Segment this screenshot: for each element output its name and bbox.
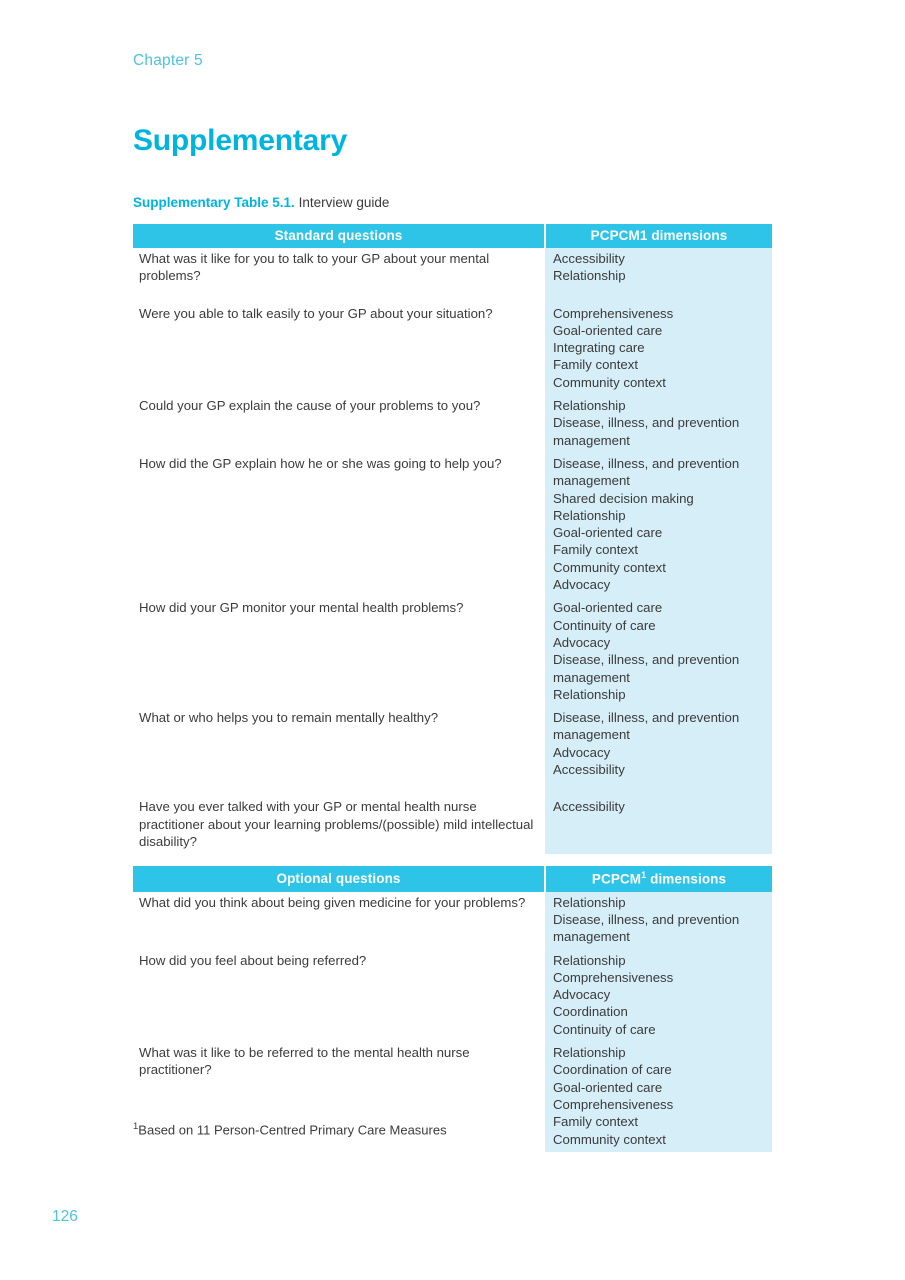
dimension-item: Coordination of care: [553, 1062, 672, 1078]
table-row: [133, 597, 772, 707]
dimensions-cell: [545, 950, 772, 1042]
dimension-item: Shared decision making: [553, 490, 694, 506]
interview-guide-table-wrapper: [133, 224, 772, 1152]
dimension-item: Goal-oriented care: [553, 1079, 663, 1095]
dimension-item: Disease, illness, and prevention management: [553, 415, 740, 448]
dimension-item: Comprehensiveness: [553, 969, 674, 985]
dimensions-cell: [545, 248, 772, 289]
dimensions-cell: [545, 597, 772, 707]
question-cell: What did you think about being given medicine for your problems?: [133, 892, 545, 950]
table-header-row: [133, 224, 772, 248]
table-row: [133, 892, 772, 950]
table-caption-label: Supplementary Table 5.1.: [133, 195, 295, 210]
dimensions-cell: [545, 395, 772, 453]
dimension-item: Family context: [553, 357, 639, 373]
dimensions-cell: [545, 796, 772, 854]
dimension-item: Relationship: [553, 507, 626, 523]
dimension-item: Community context: [553, 374, 666, 390]
dimension-item: Advocacy: [553, 987, 611, 1003]
row-gap-left: [133, 782, 545, 796]
dimension-item: Goal-oriented care: [553, 322, 663, 338]
question-cell: How did your GP monitor your mental health problems?: [133, 597, 545, 707]
dimension-item: Relationship: [553, 1045, 626, 1061]
question-cell: How did the GP explain how he or she was going to help you?: [133, 453, 545, 597]
dimensions-cell: [545, 303, 772, 395]
dimension-item: Relationship: [553, 686, 626, 702]
interview-guide-table: [133, 224, 772, 1152]
question-cell: What was it like to be referred to the mental health nurse practitioner?: [133, 1042, 545, 1152]
pcpcm-label-rest: dimensions: [646, 871, 727, 887]
dimension-item: Continuity of care: [553, 1021, 656, 1037]
pcpcm-footnote-marker: 1: [641, 870, 647, 881]
dimension-item: Disease, illness, and prevention management: [553, 912, 740, 945]
question-cell: What was it like for you to talk to your GP about your mental problems?: [133, 248, 545, 289]
page-number: 126: [52, 1208, 78, 1225]
dimensions-cell: [545, 453, 772, 597]
dimension-item: Accessibility: [553, 251, 625, 266]
dimension-item: Family context: [553, 1114, 639, 1130]
question-cell: Have you ever talked with your GP or mental health nurse practitioner about your learning problems/(possible) mild intellectual disability?: [133, 796, 545, 854]
chapter-label: Chapter 5: [133, 52, 203, 69]
pcpcm-label: PCPCM: [591, 871, 642, 887]
row-gap-right: [545, 289, 772, 303]
dimension-item: Comprehensiveness: [553, 305, 674, 321]
table-caption-text: Interview guide: [298, 195, 390, 210]
dimension-item: Relationship: [553, 398, 626, 414]
table-row: [133, 453, 772, 597]
dimension-item: Relationship: [553, 894, 626, 910]
column-header-pcpcm-dimensions-optional: [545, 866, 772, 892]
dimensions-cell: [545, 892, 772, 950]
section-spacer-right: [545, 854, 772, 866]
dimension-item: Disease, illness, and prevention management: [553, 710, 740, 743]
dimension-item: Community context: [553, 1131, 666, 1147]
question-cell: What or who helps you to remain mentally healthy?: [133, 707, 545, 782]
dimension-item: Continuity of care: [553, 617, 656, 633]
table-row: [133, 303, 772, 395]
footnote-marker: 1: [133, 1121, 139, 1132]
dimension-item: Advocacy: [553, 744, 611, 760]
dimension-item: Accessibility: [553, 799, 625, 815]
table-row: [133, 950, 772, 1042]
dimensions-cell: [545, 1042, 772, 1152]
table-footnote: [133, 1121, 447, 1137]
dimension-item: Goal-oriented care: [553, 525, 663, 541]
dimension-item: Advocacy: [553, 577, 611, 593]
dimension-item: Community context: [553, 559, 666, 575]
table-subheader-row: [133, 866, 772, 892]
page-title: Supplementary: [133, 124, 348, 157]
column-header-optional-questions: Optional questions: [133, 866, 545, 892]
dimension-item: Integrating care: [553, 340, 645, 356]
section-spacer: [133, 854, 772, 866]
dimensions-cell: [545, 707, 772, 782]
dimension-item: Relationship: [553, 952, 626, 968]
dimension-item: Goal-oriented care: [553, 600, 663, 616]
question-cell: Could your GP explain the cause of your problems to you?: [133, 395, 545, 453]
table-row: [133, 248, 772, 289]
dimension-item: Accessibility: [553, 762, 625, 778]
dimension-item: Advocacy: [553, 634, 611, 650]
dimension-item: Relationship: [553, 268, 626, 284]
section-spacer-left: [133, 854, 545, 866]
table-caption: [133, 195, 389, 210]
footnote-text: Based on 11 Person-Centred Primary Care Measures: [138, 1122, 447, 1138]
dimension-item: Coordination: [553, 1004, 628, 1020]
row-gap: [133, 289, 772, 303]
row-gap: [133, 782, 772, 796]
dimension-item: Comprehensiveness: [553, 1096, 674, 1112]
dimension-item: Disease, illness, and prevention management: [553, 455, 740, 489]
dimension-item: Disease, illness, and prevention management: [553, 652, 740, 685]
column-header-standard-questions: Standard questions: [133, 224, 545, 248]
row-gap-left: [133, 289, 545, 303]
table-row: [133, 395, 772, 453]
table-row: [133, 707, 772, 782]
dimension-item: Family context: [553, 542, 639, 558]
table-row: [133, 796, 772, 854]
question-cell: How did you feel about being referred?: [133, 950, 545, 1042]
row-gap-right: [545, 782, 772, 796]
column-header-pcpcm-dimensions: PCPCM1 dimensions: [545, 224, 772, 248]
question-cell: Were you able to talk easily to your GP about your situation?: [133, 303, 545, 395]
